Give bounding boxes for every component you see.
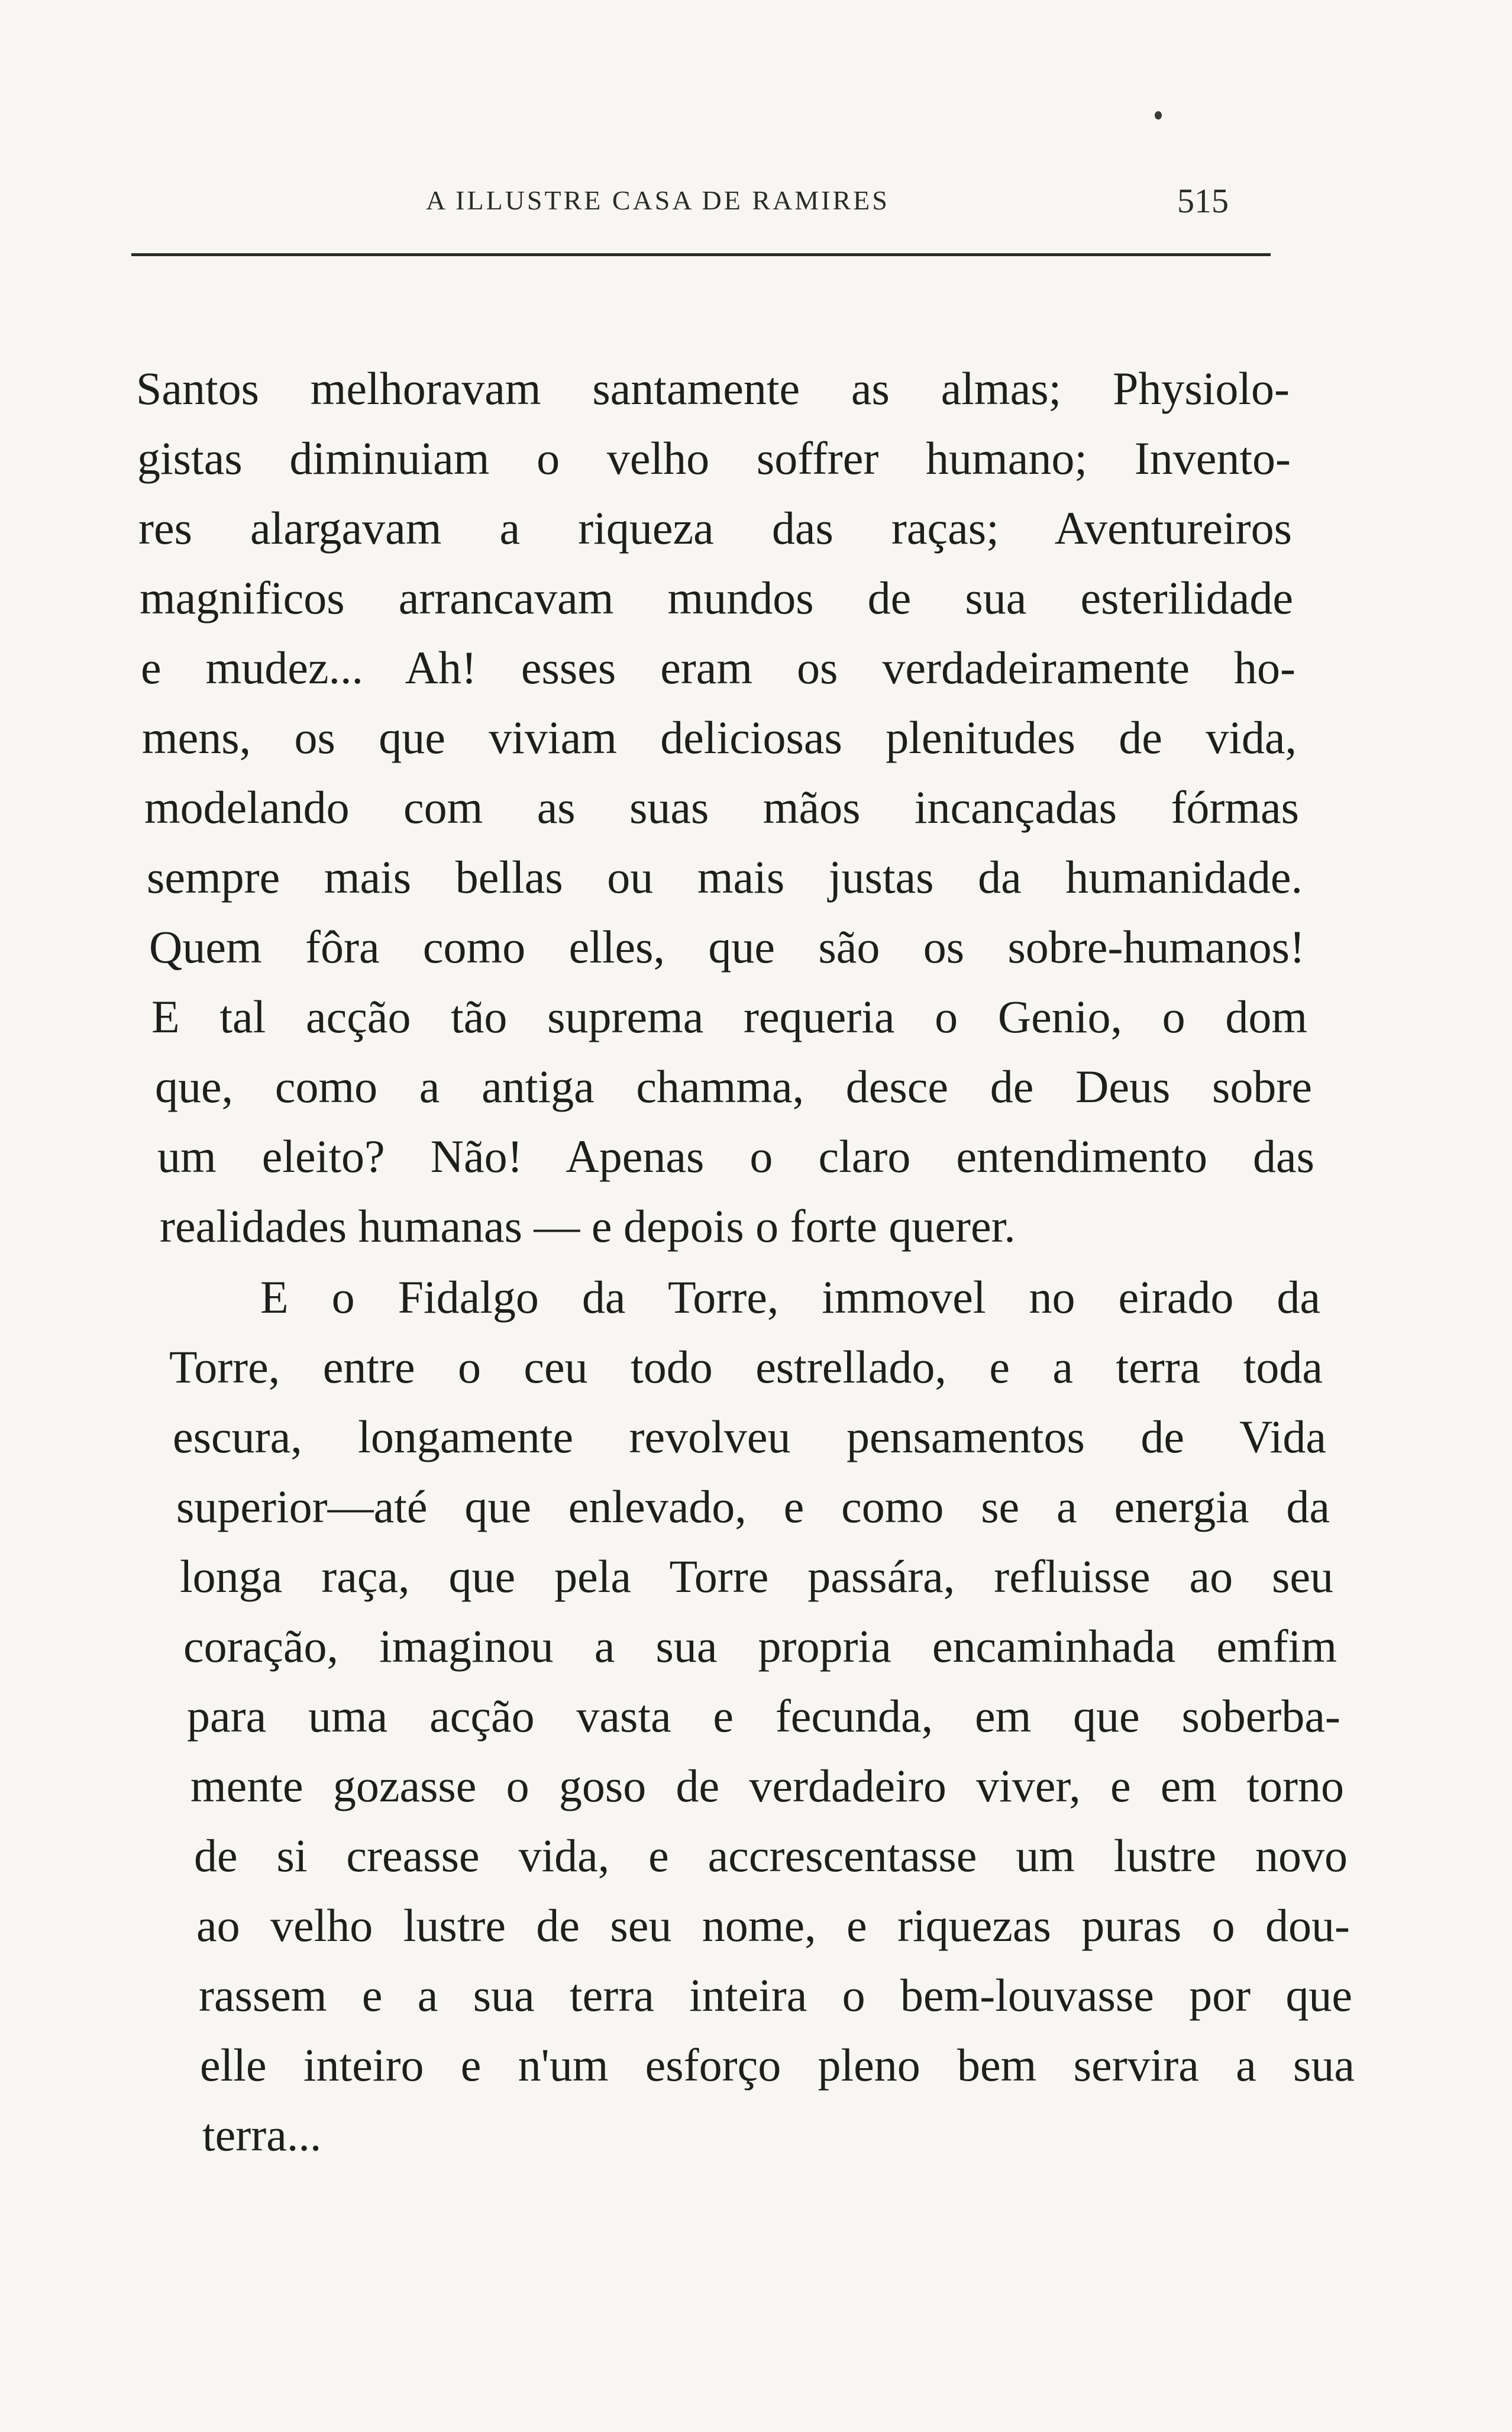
text-line: escura, longamente revolveu pensamentos de Vida: [173, 1411, 1326, 1462]
text-line: realidades humanas — e depois o forte querer.: [160, 1200, 1016, 1252]
text-line: res alargavam a riqueza das raças; Aventureiros: [138, 502, 1292, 554]
text-line: elle inteiro e n'um esforço pleno bem servira a sua: [200, 2039, 1355, 2091]
text-line: um eleito? Não! Apenas o claro entendimento das: [157, 1131, 1314, 1182]
text-line: mens, os que viviam deliciosas plenitudes de vida,: [142, 712, 1297, 763]
header-rule: [131, 253, 1271, 256]
text-line: mente gozasse o goso de verdadeiro viver, e em torno: [190, 1760, 1344, 1811]
text-line: sempre mais bellas ou mais justas da humanidade.: [147, 851, 1303, 903]
text-line: para uma acção vasta e fecunda, em que soberba-: [187, 1690, 1340, 1742]
text-line: E o Fidalgo da Torre, immovel no eirado da: [260, 1271, 1320, 1323]
text-line: gistas diminuiam o velho soffrer humano; Invento-: [137, 432, 1291, 484]
text-line: magnificos arrancavam mundos de sua esterilidade: [140, 572, 1293, 624]
text-line: ao velho lustre de seu nome, e riquezas puras o dou-: [196, 1900, 1350, 1951]
text-line: que, como a antiga chamma, desce de Deus sobre: [155, 1061, 1312, 1112]
text-line: modelando com as suas mãos incançadas fórmas: [144, 781, 1299, 833]
text-line: e mudez... Ah! esses eram os verdadeiramente ho-: [141, 642, 1295, 693]
text-line: E tal acção tão suprema requeria o Genio, o dom: [151, 991, 1307, 1042]
text-line: de si creasse vida, e accrescentasse um lustre novo: [194, 1830, 1348, 1881]
text-line: longa raça, que pela Torre passára, refluisse ao seu: [180, 1551, 1333, 1602]
page-number: 515: [1177, 182, 1229, 220]
text-line: terra...: [202, 2109, 322, 2160]
ink-speck: [1155, 111, 1162, 119]
running-title: A ILLUSTRE CASA DE RAMIRES: [426, 185, 890, 215]
text-line: Quem fôra como elles, que são os sobre-humanos!: [149, 921, 1305, 973]
text-line: Torre, entre o ceu todo estrellado, e a terra toda: [169, 1341, 1323, 1393]
text-line: coração, imaginou a sua propria encaminhada emfim: [183, 1620, 1337, 1672]
text-line: rassem e a sua terra inteira o bem-louvasse por que: [199, 1969, 1352, 2021]
text-line: superior—até que enlevado, e como se a energia da: [176, 1481, 1330, 1532]
text-line: Santos melhoravam santamente as almas; Physiolo-: [136, 363, 1290, 414]
